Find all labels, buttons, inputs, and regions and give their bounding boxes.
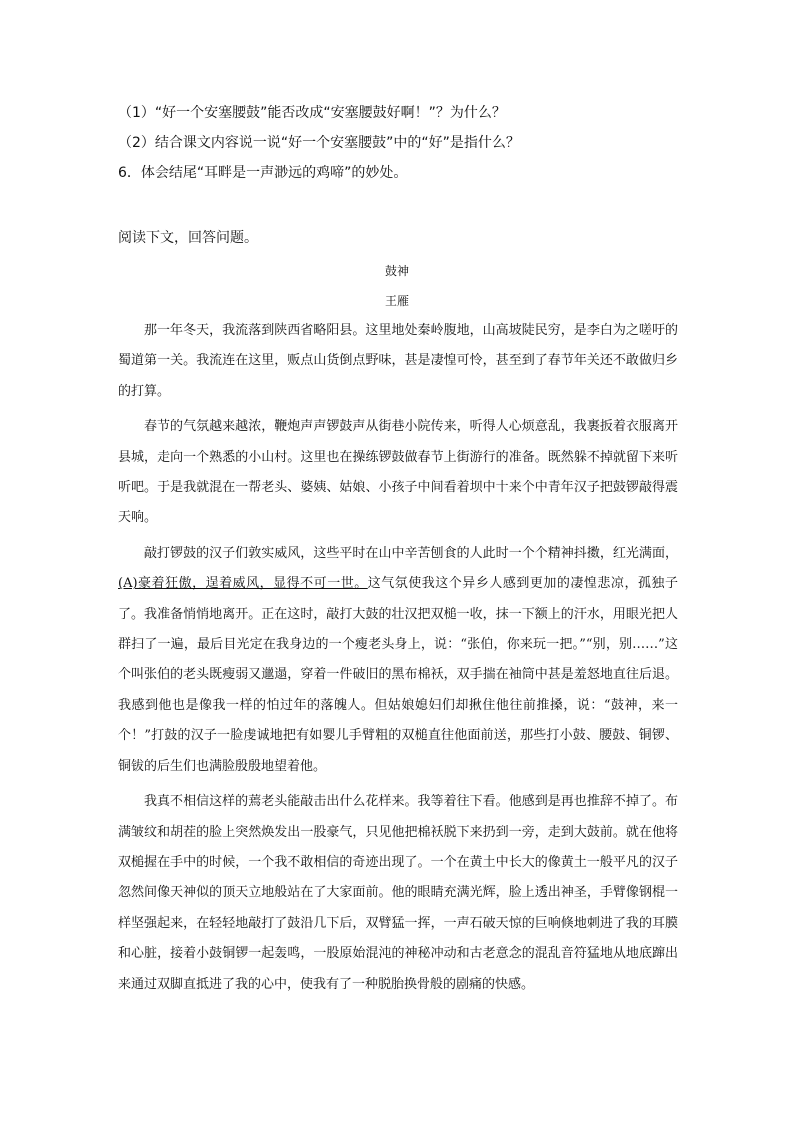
paragraph-3-part-a: 敲打锣鼓的汉子们敦实威风，这些平时在山中辛苦刨食的人此时一个个精神抖擞，红光满面， — [144, 545, 678, 561]
article-title: 鼓神 — [384, 264, 409, 278]
reading-instruction: 阅读下文，回答问题。 — [118, 230, 258, 246]
article-body — [118, 316, 678, 1000]
paragraph-4: 我真不相信这样的蔫老头能敲击出什么花样来。我等着往下看。他感到是再也推辞不掉了。布满皱纹和胡茬的脸上突然焕发出一股豪气，只见他把棉袄脱下来扔到一旁，走到大鼓前。就在他将双槌握在手中的时候，一个我不敢相信的奇迹出现了。一个在黄土中长大的像黄土一般平凡的汉子忽然间像天神似的顶天立地般站在了大家面前。他的眼睛充满光辉，脸上透出神圣，手臂像钢棍一样坚强起来，在轻轻地敲打了鼓沿几下后，双臂猛一挥，一声石破天惊的巨响倏地刺进了我的耳膜和心脏，接着小鼓铜锣一起轰鸣，一股原始混沌的神秘冲动和古老意念的混乱音符猛地从地底蹿出来通过双脚直抵进了我的心中，使我有了一种脱胎换骨般的剧痛的快感。 — [118, 794, 678, 992]
question-5-2: （2）结合课文内容说一说“好一个安塞腰鼓”中的“好”是指什么？ — [118, 135, 520, 151]
underlined-sentence-a: (A)豪着狂傲，逞着威风，显得不可一世。 — [118, 576, 368, 592]
paragraph-2: 春节的气氛越来越浓，鞭炮声声锣鼓声从街巷小院传来，听得人心烦意乱，我裹扳着衣服离开县城，走向一个熟悉的小山村。这里也在操练锣鼓做春节上街游行的准备。既然躲不掉就留下来听听吧。于是我就混在一帮老头、婆姨、姑娘、小孩子中间看着坝中十来个中青年汉子把鼓锣敲得震天响。 — [118, 419, 678, 526]
question-6: 6．体会结尾“耳畔是一声渺远的鸡啼”的妙处。 — [118, 165, 408, 181]
article-author: 王雁 — [384, 294, 409, 308]
question-5-1: （1）“好一个安塞腰鼓”能否改成“安塞腰鼓好啊！”？为什么？ — [118, 105, 506, 121]
paragraph-3 — [118, 539, 678, 782]
paragraph-3-part-b: 这气氛使我这个异乡人感到更加的凄惶悲凉，孤独子了。我准备悄悄地离开。正在这时，敲打大鼓的壮汉把双槌一收，抹一下额上的汗水，用眼光把人群扫了一遍，最后目光定在我身边的一个瘦老头身上，说：“张伯，你来玩一把。”“别，别……”这个叫张伯的老头既瘦弱又邋遢，穿着一件破旧的黑布棉袄，双手揣在袖筒中甚是羞怒地直往后退。我感到他也是像我一样的怕过年的落魄人。但姑娘媳妇们却揪住他往前推搡，说：“鼓神，来一个！”打鼓的汉子一脸虔诚地把有如婴儿手臂粗的双槌直往他面前送，那些打小鼓、腰鼓、铜锣、铜钹的后生们也满脸殷殷地望着他。 — [118, 576, 678, 774]
paragraph-1: 那一年冬天，我流落到陕西省略阳县。这里地处秦岭腹地，山高坡陡民穷，是李白为之嗟吁的蜀道第一关。我流连在这里，贩点山货倒点野味，甚是凄惶可怜，甚至到了春节年关还不敢做归乡的打算。 — [118, 323, 678, 399]
